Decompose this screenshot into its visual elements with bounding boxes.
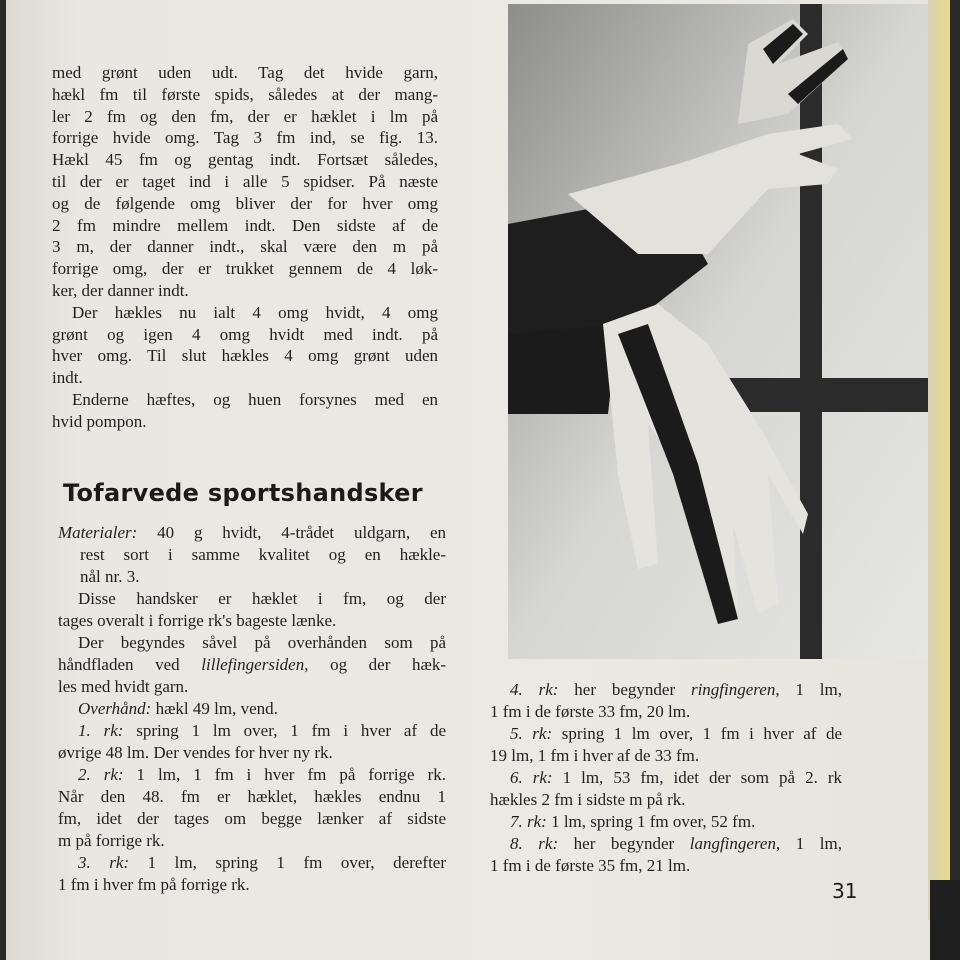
text-line xyxy=(52,216,438,236)
italic-term: 3. rk: xyxy=(78,853,130,872)
text-line xyxy=(490,680,842,700)
text-line xyxy=(58,589,446,609)
italic-term: ringfingeren xyxy=(690,680,776,699)
text-segment: tages overalt i forrige rk's bageste lænke. xyxy=(58,611,337,630)
text-segment: 40 g hvidt, 4-trådet uldgarn, en xyxy=(137,523,446,542)
text-line xyxy=(52,412,146,432)
italic-term: 5. rk: xyxy=(510,724,553,743)
text-line xyxy=(58,875,250,895)
text-segment: hækles 2 fm i sidste m på rk. xyxy=(490,790,686,809)
dark-sleeve-lower xyxy=(508,324,618,414)
text-segment: Disse handsker er hæklet i fm, og der xyxy=(78,589,446,608)
text-line xyxy=(58,853,446,873)
text-line xyxy=(52,150,438,170)
text-line xyxy=(490,768,842,788)
text-segment: forrige omg, der er trukket gennem de 4 løk- xyxy=(52,259,438,278)
text-line xyxy=(58,611,336,631)
text-segment: hækl fm til første spids, således at der mang- xyxy=(52,85,438,104)
text-line xyxy=(490,812,755,832)
text-line xyxy=(58,655,446,675)
italic-term: Overhånd: xyxy=(78,699,152,718)
italic-term: 7. rk: xyxy=(510,812,547,831)
text-segment: hvid pompon. xyxy=(52,412,147,431)
text-segment: m på forrige rk. xyxy=(58,831,165,850)
italic-term: lillefingersiden xyxy=(201,655,305,674)
section-title: Tofarvede sportshandsker xyxy=(63,479,423,507)
italic-term: langfingeren xyxy=(689,834,776,853)
text-segment: her begynder xyxy=(558,834,690,853)
text-line xyxy=(58,677,188,697)
text-segment: øvrige 48 lm. Der vendes for hver ny rk. xyxy=(58,743,333,762)
text-line xyxy=(490,746,699,766)
book-page xyxy=(6,0,934,960)
text-line xyxy=(490,790,685,810)
italic-term: 1. rk: xyxy=(78,721,124,740)
text-line xyxy=(490,856,690,876)
text-segment: ker, der danner indt. xyxy=(52,281,189,300)
text-line xyxy=(52,281,189,301)
text-line xyxy=(58,743,333,763)
text-segment: og de følgende omg bliver der for hver omg xyxy=(52,194,438,213)
text-segment: indt. xyxy=(52,368,83,387)
text-segment: , 1 lm, xyxy=(775,834,842,853)
table-surface xyxy=(930,880,960,960)
page-number: 31 xyxy=(832,879,858,903)
text-segment: spring 1 lm over, 1 fm i hver af de xyxy=(123,721,446,740)
text-segment: 1 lm, spring 1 fm over, derefter xyxy=(129,853,446,872)
text-line xyxy=(52,368,83,388)
text-line xyxy=(52,63,438,83)
text-segment: , 1 lm, xyxy=(775,680,842,699)
text-line xyxy=(80,545,446,565)
text-segment: grønt og igen 4 omg hvidt med indt. på xyxy=(52,325,438,344)
italic-term: 8. rk: xyxy=(510,834,559,853)
italic-term: 4. rk: xyxy=(510,680,559,699)
text-line xyxy=(52,303,438,323)
text-segment: 2 fm mindre mellem indt. Den sidste af de xyxy=(52,216,438,235)
text-line xyxy=(52,85,438,105)
text-segment: 1 lm, 53 fm, idet der som på 2. rk xyxy=(552,768,843,787)
text-segment: med grønt uden udt. Tag det hvide garn, xyxy=(52,63,438,82)
window-frame-horizontal xyxy=(723,378,928,412)
text-line xyxy=(58,809,446,829)
text-segment: nål nr. 3. xyxy=(80,567,140,586)
text-segment: les med hvidt garn. xyxy=(58,677,189,696)
text-segment: Enderne hæftes, og huen forsynes med en xyxy=(72,390,438,409)
text-segment: 1 lm, 1 fm i hver fm på forrige rk. xyxy=(123,765,446,784)
text-segment: til der er taget ind i alle 5 spidser. På næste xyxy=(52,172,438,191)
text-segment: 1 fm i hver fm på forrige rk. xyxy=(58,875,250,894)
text-segment: Når den 48. fm er hæklet, hækles endnu 1 xyxy=(58,787,446,806)
text-line xyxy=(490,724,842,744)
text-line xyxy=(52,259,438,279)
text-segment: 19 lm, 1 fm i hver af de 33 fm. xyxy=(490,746,700,765)
text-segment: forrige hvide omg. Tag 3 fm ind, se fig. 13. xyxy=(52,128,438,147)
text-line xyxy=(490,702,690,722)
text-line xyxy=(52,390,438,410)
text-line xyxy=(58,831,165,851)
text-line xyxy=(58,787,446,807)
text-segment: hækl 49 lm, vend. xyxy=(151,699,278,718)
text-line xyxy=(58,721,446,741)
text-segment: spring 1 lm over, 1 fm i hver af de xyxy=(552,724,842,743)
text-segment: Hækl 45 fm og gentag indt. Fortsæt således, xyxy=(52,150,438,169)
text-segment: 1 fm i de første 35 fm, 21 lm. xyxy=(490,856,691,875)
text-segment: Der hækles nu ialt 4 omg hvidt, 4 omg xyxy=(72,303,438,322)
window-frame-vertical xyxy=(800,4,822,659)
text-segment: 1 fm i de første 33 fm, 20 lm. xyxy=(490,702,691,721)
gloves-photo xyxy=(508,4,928,659)
text-segment: 3 m, der danner indt., skal være den m på xyxy=(52,237,438,256)
text-line xyxy=(52,325,438,345)
text-line xyxy=(58,765,446,785)
text-segment: Der begyndes såvel på overhånden som på xyxy=(78,633,446,652)
text-line xyxy=(52,172,438,192)
next-page-edge xyxy=(928,0,950,920)
italic-term: Materialer: xyxy=(58,523,138,542)
text-segment: her begynder xyxy=(558,680,691,699)
text-line xyxy=(58,699,278,719)
text-segment: 1 lm, spring 1 fm over, 52 fm. xyxy=(546,812,756,831)
text-line xyxy=(490,834,842,854)
text-line xyxy=(52,107,438,127)
text-line xyxy=(52,128,438,148)
text-segment: , og der hæk- xyxy=(304,655,446,674)
text-line xyxy=(52,237,438,257)
text-segment: ler 2 fm og den fm, der er hæklet i lm på xyxy=(52,107,438,126)
text-segment: håndfladen ved xyxy=(58,655,202,674)
text-line xyxy=(52,194,438,214)
text-segment: hver omg. Til slut hækles 4 omg grønt uden xyxy=(52,346,438,365)
text-line xyxy=(52,346,438,366)
text-segment: fm, idet der tages om begge lænker af sidste xyxy=(58,809,446,828)
text-line xyxy=(58,633,446,653)
text-line xyxy=(80,567,140,587)
italic-term: 6. rk: xyxy=(510,768,553,787)
text-segment: rest sort i samme kvalitet og en hækle- xyxy=(80,545,446,564)
text-line xyxy=(58,523,446,543)
italic-term: 2. rk: xyxy=(78,765,124,784)
